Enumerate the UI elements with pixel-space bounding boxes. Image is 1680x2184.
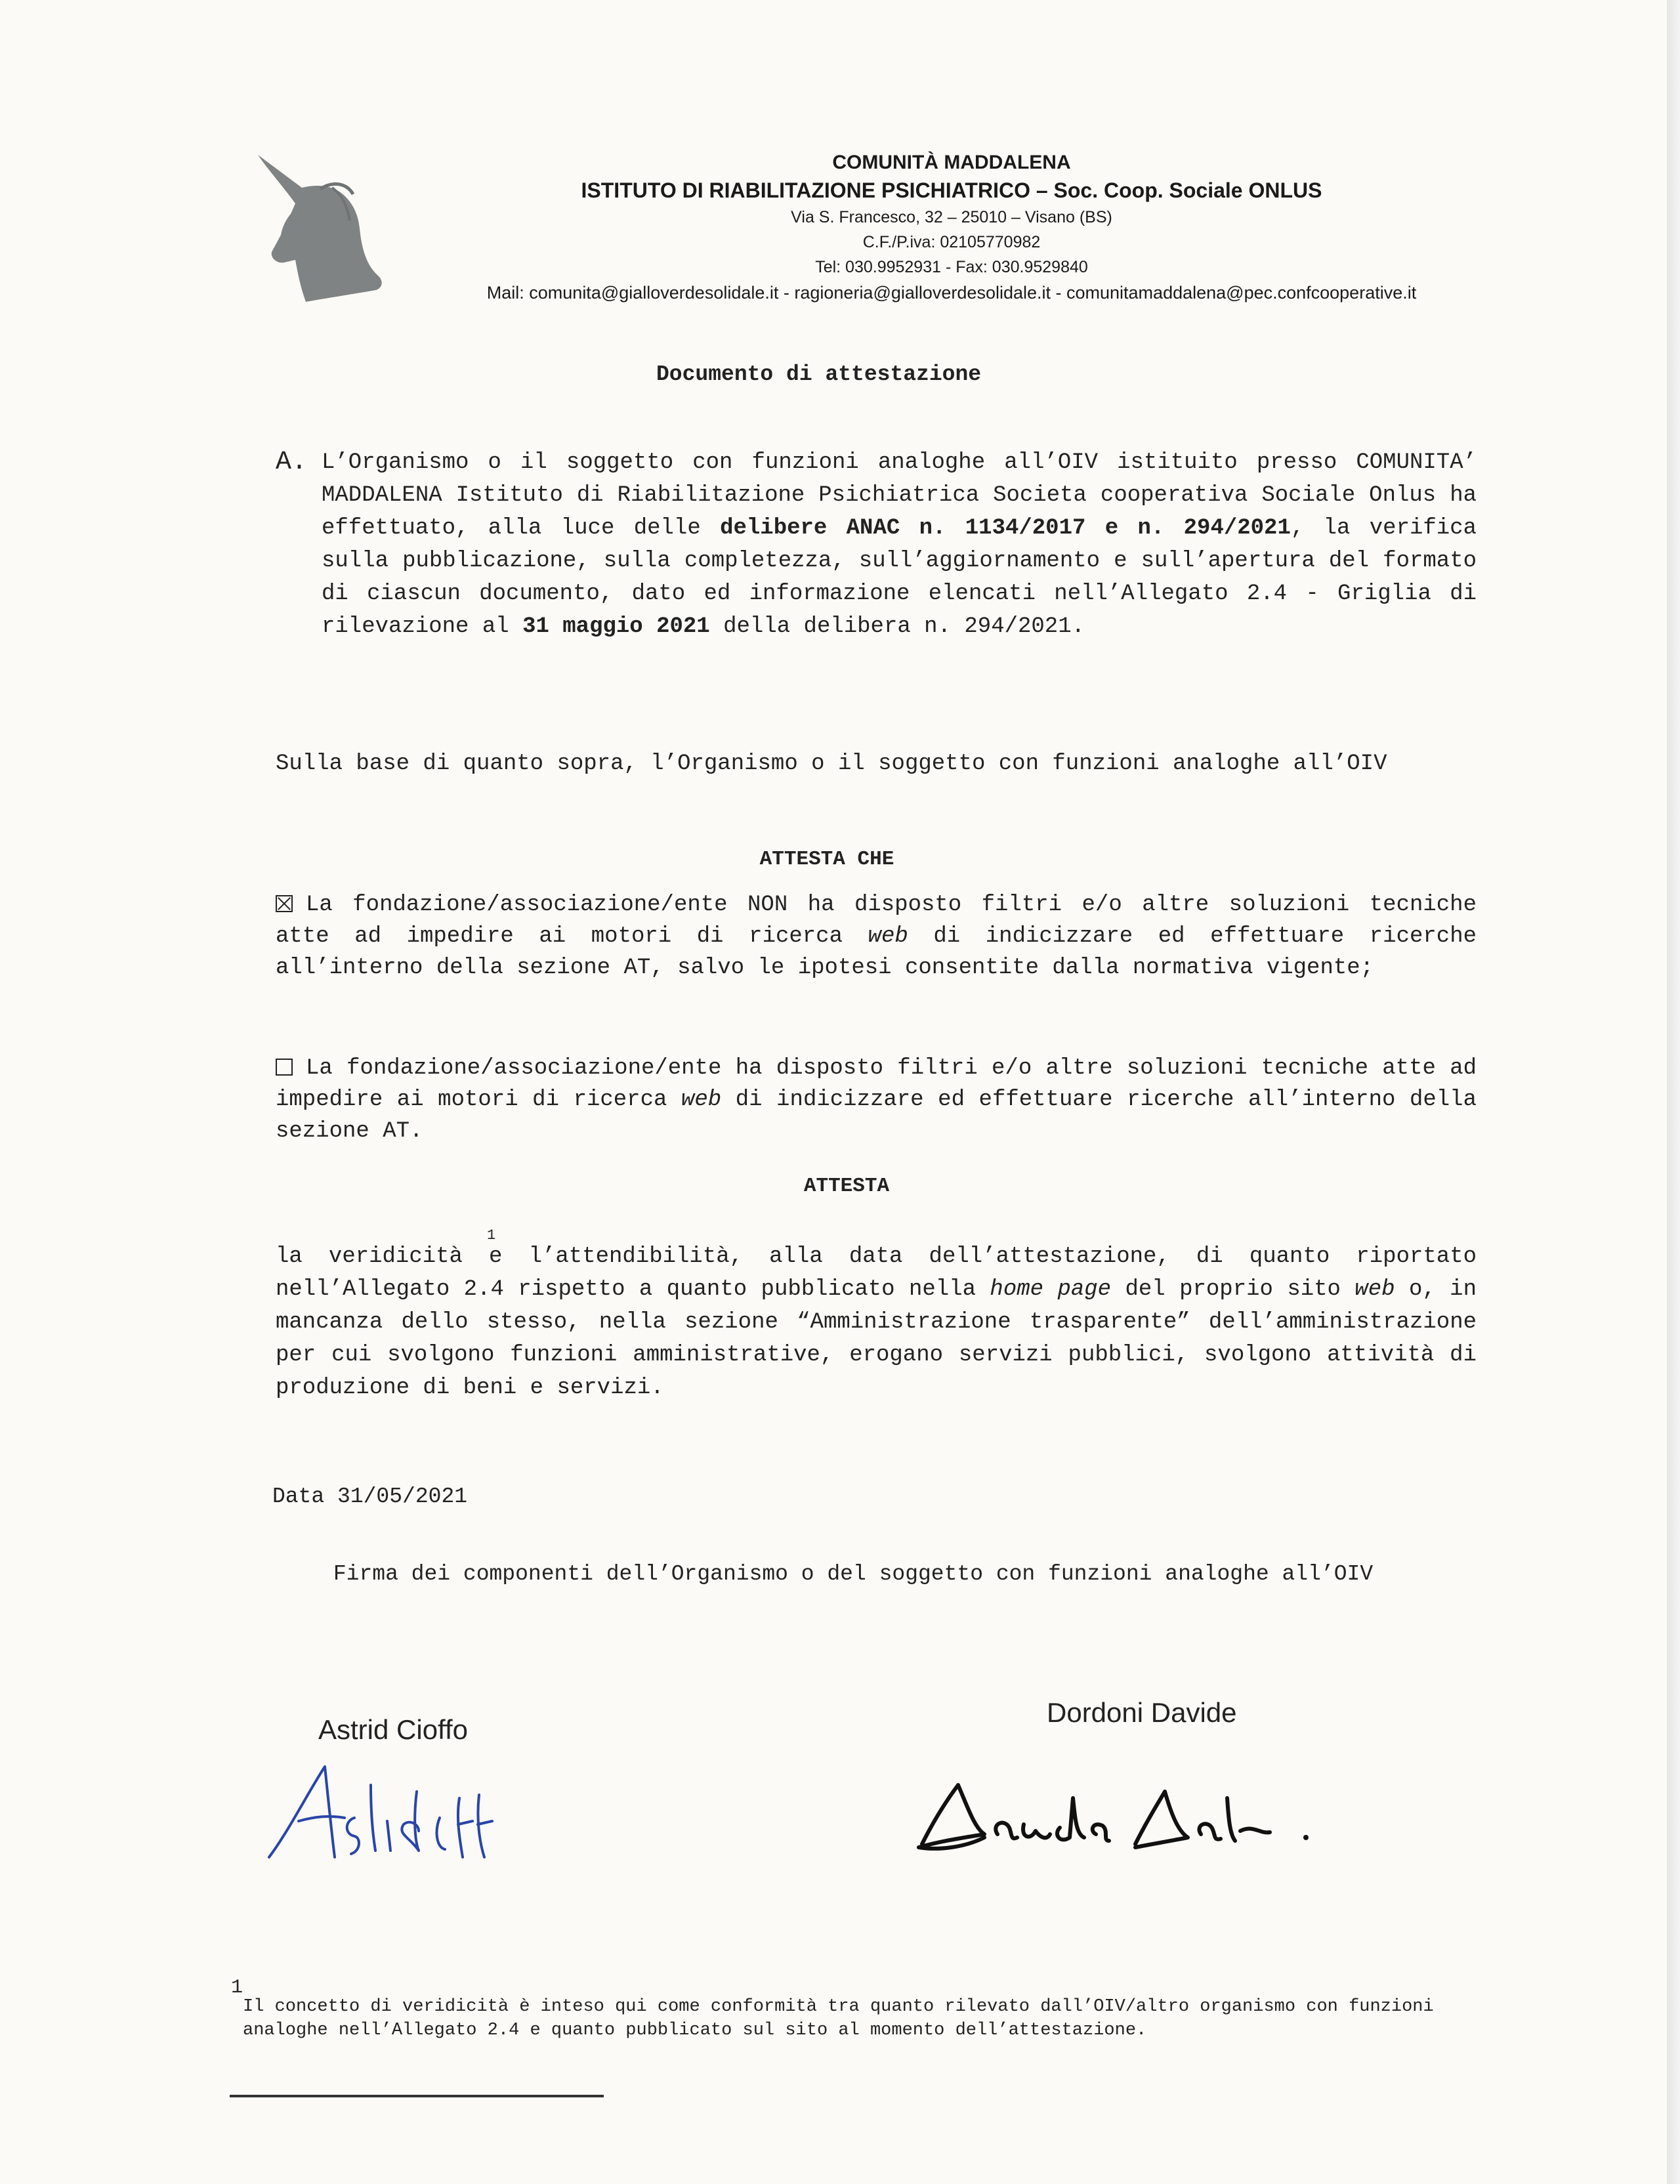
signer-name-1: Astrid Cioffo xyxy=(318,1714,468,1745)
attesta-italic-1: home page xyxy=(990,1277,1112,1302)
section-a-text-3: della delibera n. 294/2021. xyxy=(709,614,1085,639)
date-line: Data 31/05/2021 xyxy=(272,1484,468,1509)
option-2-text-a: La fondazione/associazione/ente ha disposto filtri e/o altre soluzioni tecniche atte ad impedire ai motori di ricerca xyxy=(276,1056,1477,1112)
mail-line: Mail: comunita@gialloverdesolidale.it - ragioneria@gialloverdesolidale.it - comunitamaddalena@pec.confcooperative.it xyxy=(486,283,1417,303)
option-1-text-b: di indicizzare ed effettuare ricerche all’interno della sezione AT, salvo le ipotesi consentite dalla normativa vigente; xyxy=(276,924,1477,980)
scan-edge xyxy=(1667,0,1680,2184)
signature-caption: Firma dei componenti dell’Organismo o del soggetto con funzioni analoghe all’OIV xyxy=(333,1562,1374,1586)
checkbox-checked-icon[interactable] xyxy=(276,895,293,912)
option-2-text-b: di indicizzare ed effettuare ricerche all’interno della sezione AT. xyxy=(276,1087,1477,1144)
tax-id: C.F./P.iva: 02105770982 xyxy=(862,233,1041,251)
section-a-text-2: , la verifica sulla pubblicazione, sulla completezza, sull’aggiornamento e sull’apertura del formato di ciascun documento, dato ed informazione elencati nell’Allegato 2.4 - Griglia di rilevazione al xyxy=(322,516,1477,639)
institute-name: ISTITUTO DI RIABILITAZIONE PSICHIATRICO – Soc. Coop. Sociale ONLUS xyxy=(581,178,1322,202)
section-a-bold-2: 31 maggio 2021 xyxy=(522,614,710,639)
attesta-text-a: la veridicità e l’attendibilità, alla data dell’attestazione, di quanto riportato nell’Allegato 2.4 rispetto a quanto pubblicato nella xyxy=(276,1244,1477,1302)
footnote-reference: 1 xyxy=(487,1227,496,1244)
signature-dordoni-davide xyxy=(912,1772,1319,1870)
heading-attesta: ATTESTA xyxy=(803,1175,890,1198)
attesta-text-c: o, in mancanza dello stesso, nella sezione “Amministrazione trasparente” dell’amministrazione per cui svolgono funzioni amministrative, erogano servizi pubblici, svolgono attività di produzione di beni e servizi. xyxy=(276,1277,1477,1400)
document-title: Documento di attestazione xyxy=(656,362,982,387)
section-a-body xyxy=(322,446,1477,643)
option-2-italic: web xyxy=(681,1087,722,1112)
section-a-text-1: L’Organismo o il soggetto con funzioni analoghe all’OIV istituito presso COMUNITA’ MADDALENA Istituto di Riabilitazione Psichiatrica Societa cooperativa Sociale Onlus ha effettuato, alla luce delle xyxy=(322,450,1477,541)
checkbox-unchecked-icon[interactable] xyxy=(276,1059,293,1076)
signer-name-2: Dordoni Davide xyxy=(1047,1697,1237,1728)
footnote-number: 1 xyxy=(231,1977,243,1999)
phone-fax: Tel: 030.9952931 - Fax: 030.9529840 xyxy=(815,258,1088,276)
heading-attesta-che: ATTESTA CHE xyxy=(759,848,894,871)
attesta-text-b: del proprio sito xyxy=(1111,1277,1355,1302)
org-name: COMUNITÀ MADDALENA xyxy=(832,152,1071,173)
option-1-italic: web xyxy=(868,924,908,949)
footnote-divider xyxy=(230,2095,604,2097)
section-a xyxy=(276,446,1477,643)
section-a-bold-1: delibere ANAC n. 1134/2017 e n. 294/2021 xyxy=(720,516,1291,541)
option-1-text-a: La fondazione/associazione/ente NON ha disposto filtri e/o altre soluzioni tecniche atte ad impedire ai motori di ricerca xyxy=(276,892,1477,949)
letterhead xyxy=(394,150,1509,306)
option-2 xyxy=(276,1053,1477,1147)
unicorn-logo-icon xyxy=(255,150,386,302)
option-1 xyxy=(276,889,1477,984)
signature-astrid-cioffo xyxy=(262,1759,512,1870)
attesta-italic-2: web xyxy=(1354,1277,1395,1302)
intro-paragraph: Sulla base di quanto sopra, l’Organismo o il soggetto con funzioni analoghe all’OIV xyxy=(276,751,1387,776)
address: Via S. Francesco, 32 – 25010 – Visano (BS) xyxy=(791,208,1112,226)
section-a-marker: A. xyxy=(276,448,308,477)
footnote-text: Il concetto di veridicità è inteso qui come conformità tra quanto rilevato dall’OIV/altro organismo con funzioni analoghe nell’Allegato 2.4 e quanto pubblicato sul sito al momento dell’attestazione. xyxy=(243,1997,1434,2040)
attesta-paragraph xyxy=(276,1240,1477,1404)
